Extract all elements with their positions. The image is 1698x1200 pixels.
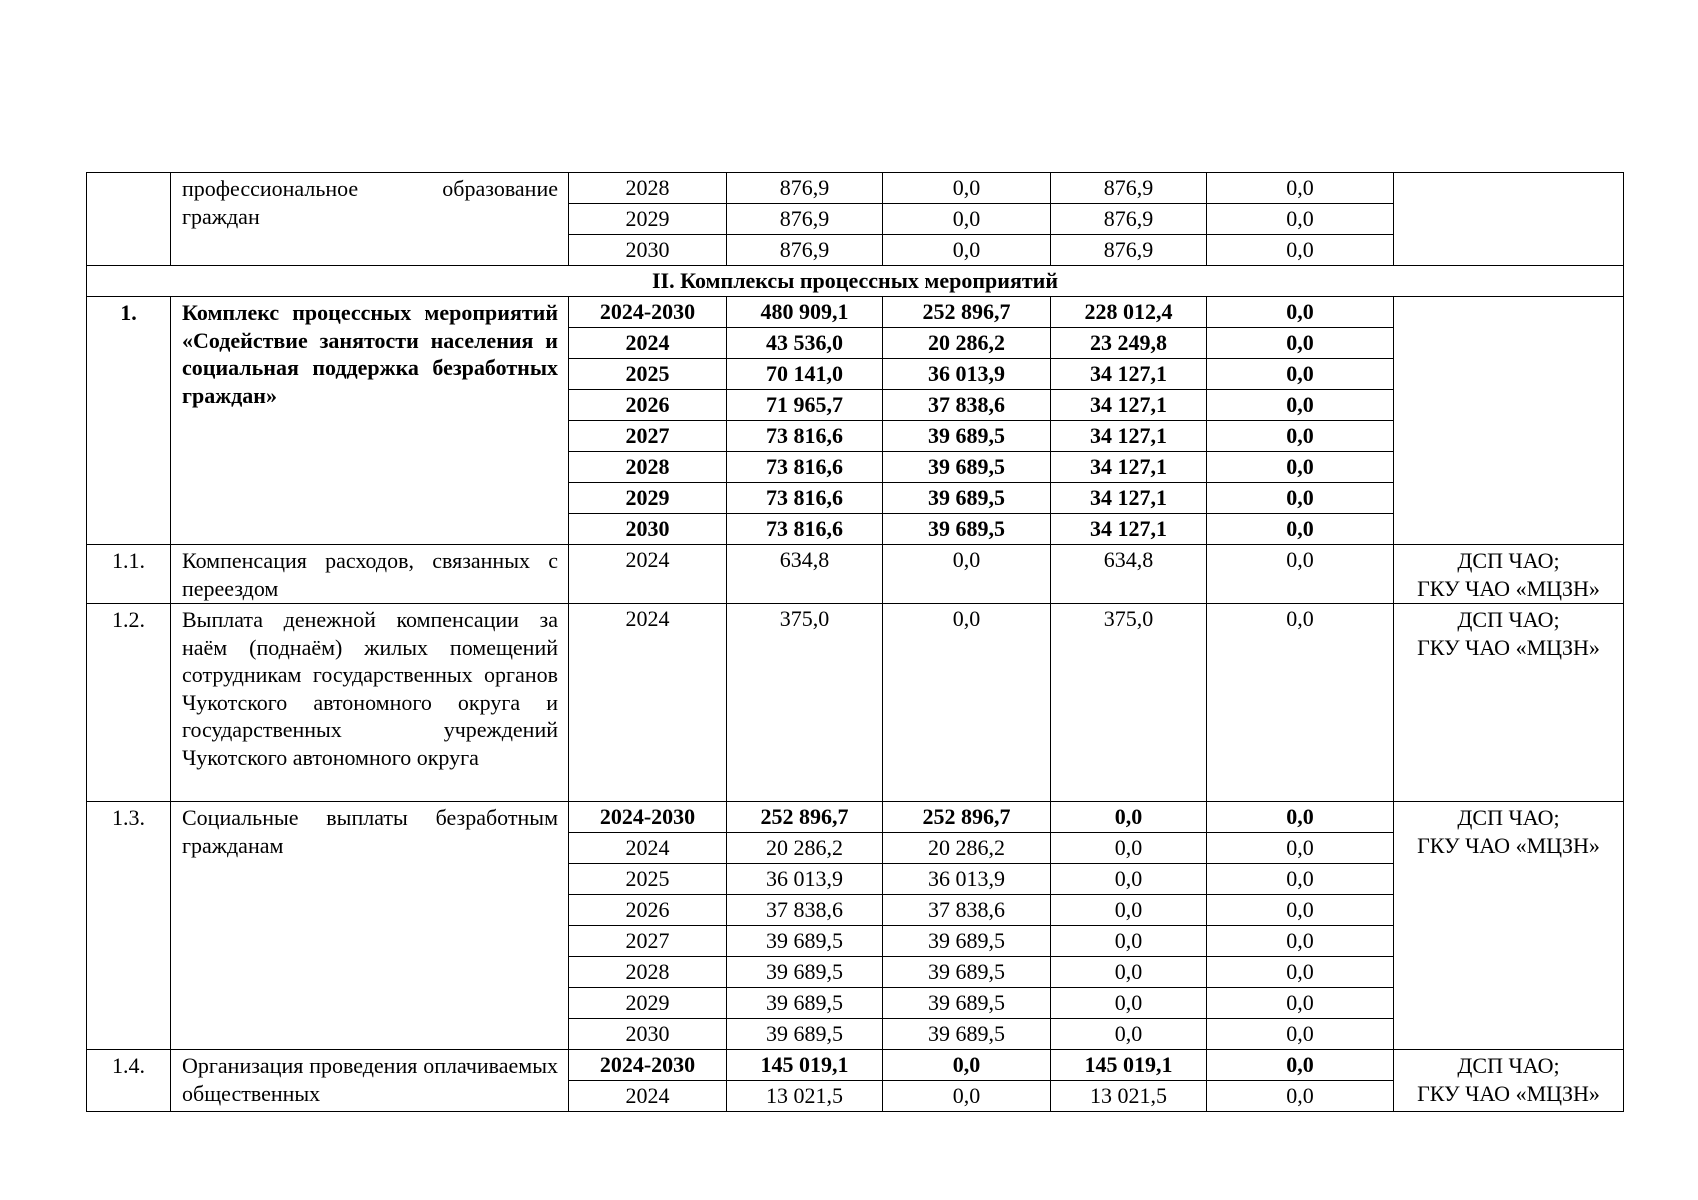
item-name-cell: Социальные выплаты безработным гражданам (171, 802, 569, 1050)
federal-cell: 20 286,2 (883, 328, 1051, 359)
federal-cell: 0,0 (883, 1081, 1051, 1112)
responsible-line: ДСП ЧАО; (1457, 1053, 1560, 1078)
total-cell: 43 536,0 (727, 328, 883, 359)
responsible-cell (1394, 297, 1624, 545)
federal-cell: 39 689,5 (883, 1019, 1051, 1050)
responsible-cell (1394, 173, 1624, 266)
regional-cell: 34 127,1 (1051, 452, 1207, 483)
total-cell: 39 689,5 (727, 988, 883, 1019)
federal-cell: 20 286,2 (883, 833, 1051, 864)
federal-cell: 36 013,9 (883, 864, 1051, 895)
year-cell: 2026 (569, 895, 727, 926)
other-cell: 0,0 (1207, 833, 1394, 864)
other-cell: 0,0 (1207, 1019, 1394, 1050)
regional-cell: 34 127,1 (1051, 514, 1207, 545)
other-cell: 0,0 (1207, 421, 1394, 452)
index-cell: 1. (87, 297, 171, 545)
year-cell: 2024-2030 (569, 297, 727, 328)
federal-cell: 0,0 (883, 604, 1051, 802)
responsible-line: ДСП ЧАО; (1457, 548, 1560, 573)
total-cell: 252 896,7 (727, 802, 883, 833)
other-cell: 0,0 (1207, 926, 1394, 957)
year-cell: 2030 (569, 235, 727, 266)
regional-cell: 876,9 (1051, 173, 1207, 204)
table-row (87, 604, 1624, 802)
responsible-cell (1394, 604, 1624, 802)
other-cell: 0,0 (1207, 802, 1394, 833)
regional-cell: 0,0 (1051, 895, 1207, 926)
item-name-cell: Компенсация расходов, связанных с переездом (171, 545, 569, 604)
other-cell: 0,0 (1207, 204, 1394, 235)
federal-cell: 0,0 (883, 173, 1051, 204)
year-cell: 2028 (569, 957, 727, 988)
federal-cell: 0,0 (883, 545, 1051, 604)
table-row (87, 545, 1624, 604)
index-cell (87, 173, 171, 266)
regional-cell: 634,8 (1051, 545, 1207, 604)
year-cell: 2028 (569, 173, 727, 204)
year-cell: 2029 (569, 483, 727, 514)
regional-cell: 34 127,1 (1051, 421, 1207, 452)
responsible-cell (1394, 1050, 1624, 1112)
year-cell: 2025 (569, 359, 727, 390)
other-cell: 0,0 (1207, 390, 1394, 421)
year-cell: 2026 (569, 390, 727, 421)
total-cell: 39 689,5 (727, 1019, 883, 1050)
regional-cell: 375,0 (1051, 604, 1207, 802)
federal-cell: 39 689,5 (883, 957, 1051, 988)
responsible-line: ГКУ ЧАО «МЦЗН» (1417, 635, 1600, 660)
total-cell: 13 021,5 (727, 1081, 883, 1112)
regional-cell: 0,0 (1051, 802, 1207, 833)
other-cell: 0,0 (1207, 359, 1394, 390)
total-cell: 39 689,5 (727, 957, 883, 988)
federal-cell: 36 013,9 (883, 359, 1051, 390)
other-cell: 0,0 (1207, 328, 1394, 359)
total-cell: 634,8 (727, 545, 883, 604)
regional-cell: 23 249,8 (1051, 328, 1207, 359)
year-cell: 2024 (569, 833, 727, 864)
year-cell: 2024 (569, 604, 727, 802)
other-cell: 0,0 (1207, 1081, 1394, 1112)
federal-cell: 39 689,5 (883, 452, 1051, 483)
total-cell: 73 816,6 (727, 483, 883, 514)
federal-cell: 39 689,5 (883, 514, 1051, 545)
other-cell: 0,0 (1207, 604, 1394, 802)
year-cell: 2024 (569, 328, 727, 359)
table-row (87, 173, 1624, 204)
regional-cell: 34 127,1 (1051, 483, 1207, 514)
table-row (87, 1050, 1624, 1081)
year-cell: 2025 (569, 864, 727, 895)
year-cell: 2024-2030 (569, 1050, 727, 1081)
regional-cell: 0,0 (1051, 926, 1207, 957)
federal-cell: 252 896,7 (883, 802, 1051, 833)
total-cell: 20 286,2 (727, 833, 883, 864)
index-cell: 1.4. (87, 1050, 171, 1112)
year-cell: 2027 (569, 421, 727, 452)
regional-cell: 13 021,5 (1051, 1081, 1207, 1112)
total-cell: 145 019,1 (727, 1050, 883, 1081)
item-name-cell: Комплекс процессных мероприятий «Содействие занятости населения и социальная поддержка безработных граждан» (171, 297, 569, 545)
federal-cell: 37 838,6 (883, 895, 1051, 926)
responsible-cell (1394, 545, 1624, 604)
federal-cell: 39 689,5 (883, 926, 1051, 957)
regional-cell: 0,0 (1051, 864, 1207, 895)
other-cell: 0,0 (1207, 1050, 1394, 1081)
year-cell: 2024 (569, 1081, 727, 1112)
other-cell: 0,0 (1207, 235, 1394, 266)
section-title: II. Комплексы процессных мероприятий (87, 266, 1624, 297)
table-row (87, 297, 1624, 328)
federal-cell: 0,0 (883, 235, 1051, 266)
responsible-line: ГКУ ЧАО «МЦЗН» (1417, 833, 1600, 858)
other-cell: 0,0 (1207, 864, 1394, 895)
total-cell: 39 689,5 (727, 926, 883, 957)
other-cell: 0,0 (1207, 297, 1394, 328)
year-cell: 2028 (569, 452, 727, 483)
responsible-line: ГКУ ЧАО «МЦЗН» (1417, 576, 1600, 601)
index-cell: 1.1. (87, 545, 171, 604)
total-cell: 375,0 (727, 604, 883, 802)
regional-cell: 34 127,1 (1051, 359, 1207, 390)
regional-cell: 0,0 (1051, 833, 1207, 864)
regional-cell: 34 127,1 (1051, 390, 1207, 421)
other-cell: 0,0 (1207, 545, 1394, 604)
total-cell: 37 838,6 (727, 895, 883, 926)
federal-cell: 39 689,5 (883, 483, 1051, 514)
federal-cell: 37 838,6 (883, 390, 1051, 421)
other-cell: 0,0 (1207, 483, 1394, 514)
index-cell: 1.2. (87, 604, 171, 802)
budget-table (86, 172, 1624, 1112)
federal-cell: 0,0 (883, 1050, 1051, 1081)
other-cell: 0,0 (1207, 895, 1394, 926)
total-cell: 73 816,6 (727, 421, 883, 452)
responsible-cell (1394, 802, 1624, 1050)
year-cell: 2027 (569, 926, 727, 957)
regional-cell: 876,9 (1051, 204, 1207, 235)
responsible-line: ДСП ЧАО; (1457, 805, 1560, 830)
total-cell: 876,9 (727, 204, 883, 235)
section-row (87, 266, 1624, 297)
item-name-cell: Организация проведения оплачиваемых общественных (171, 1050, 569, 1112)
item-name-cell: профессиональное образование граждан (171, 173, 569, 266)
federal-cell: 0,0 (883, 204, 1051, 235)
year-cell: 2024 (569, 545, 727, 604)
federal-cell: 39 689,5 (883, 421, 1051, 452)
index-cell: 1.3. (87, 802, 171, 1050)
year-cell: 2030 (569, 514, 727, 545)
year-cell: 2030 (569, 1019, 727, 1050)
responsible-line: ГКУ ЧАО «МЦЗН» (1417, 1081, 1600, 1106)
regional-cell: 228 012,4 (1051, 297, 1207, 328)
item-name-cell: Выплата денежной компенсации за наём (поднаём) жилых помещений сотрудникам государственных органов Чукотского автономного округа и государственных учреждений Чукотского автономного округа (171, 604, 569, 802)
other-cell: 0,0 (1207, 173, 1394, 204)
total-cell: 71 965,7 (727, 390, 883, 421)
year-cell: 2024-2030 (569, 802, 727, 833)
regional-cell: 876,9 (1051, 235, 1207, 266)
regional-cell: 0,0 (1051, 957, 1207, 988)
total-cell: 36 013,9 (727, 864, 883, 895)
regional-cell: 145 019,1 (1051, 1050, 1207, 1081)
table-row (87, 802, 1624, 833)
other-cell: 0,0 (1207, 514, 1394, 545)
total-cell: 73 816,6 (727, 452, 883, 483)
total-cell: 480 909,1 (727, 297, 883, 328)
regional-cell: 0,0 (1051, 988, 1207, 1019)
responsible-line: ДСП ЧАО; (1457, 607, 1560, 632)
other-cell: 0,0 (1207, 988, 1394, 1019)
total-cell: 73 816,6 (727, 514, 883, 545)
year-cell: 2029 (569, 988, 727, 1019)
regional-cell: 0,0 (1051, 1019, 1207, 1050)
other-cell: 0,0 (1207, 957, 1394, 988)
year-cell: 2029 (569, 204, 727, 235)
total-cell: 876,9 (727, 235, 883, 266)
total-cell: 876,9 (727, 173, 883, 204)
total-cell: 70 141,0 (727, 359, 883, 390)
federal-cell: 252 896,7 (883, 297, 1051, 328)
other-cell: 0,0 (1207, 452, 1394, 483)
federal-cell: 39 689,5 (883, 988, 1051, 1019)
